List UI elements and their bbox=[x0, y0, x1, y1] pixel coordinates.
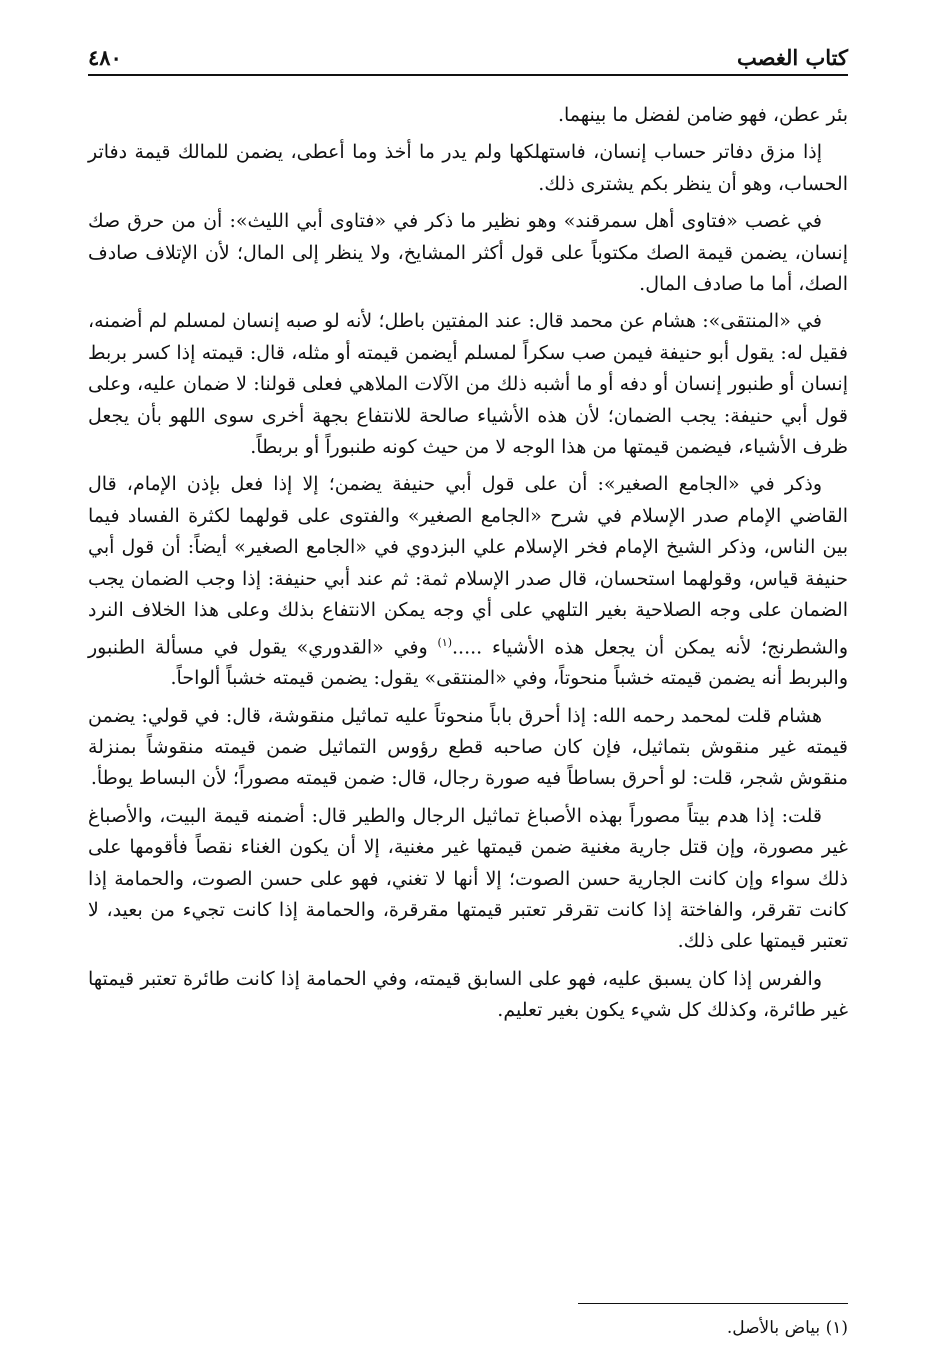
book-title: كتاب الغصب bbox=[736, 45, 848, 70]
footnote-text: بياض بالأصل. bbox=[726, 1318, 821, 1338]
paragraph-text: وفي «القدوري» يقول في مسألة الطنبور والبربط أنه يضمن قيمته خشباً منحوتاً، وفي «المنتقى» يقول: يضمن قيمته خشباً ألواحاً. bbox=[88, 635, 848, 690]
page-header bbox=[88, 38, 848, 76]
paragraph: هشام قلت لمحمد رحمه الله: إذا أحرق باباً منحوتاً عليه تماثيل منقوشة، قال: في قولي: يضمن قيمته غير منقوش بتماثيل، فإن كان صاحبه قطع رؤوس التماثيل ضمن قيمته منقوشاً بمنزلة منقوش شجر، قلت: لو أحرق بساطاً فيه صورة رجال، قال: ضمن قيمته مصوراً؛ لأن البساط يوطأ. bbox=[88, 704, 848, 790]
footnote-marker: (١) bbox=[825, 1318, 848, 1338]
page-number: ٤٨٠ bbox=[88, 45, 122, 70]
paragraph: إذا مزق دفاتر حساب إنسان، فاستهلكها ولم يدر ما أخذ وما أعطى، يضمن للمالك قيمة دفاتر الحساب، وهو أن ينظر بكم يشترى ذلك. bbox=[88, 141, 848, 195]
paragraph-with-footnote bbox=[88, 469, 848, 694]
paragraph: في «المنتقى»: هشام عن محمد قال: عند المفتين باطل؛ لأنه لو صبه إنسان لمسلم لم أضمنه، فقيل له: يقول أبو حنيفة فيمن صب سكراً لمسلم أيضمن قيمته أو مثله، قال: قيمته إذا كسر بربط إنسان أو طنبور إنسان أو دفه أو ما أشبه ذلك من الآلات الملاهي فعلى قولنا: لا ضمان عليه، وعلى قول أبي حنيفة: يجب الضمان؛ لأن هذه الأشياء صالحة للانتفاع بجهة أخرى سوى اللهو بأن يجعل ظرف الأشياء، فيضمن قيمتها من هذا الوجه لا من حيث كونه طنبوراً أو بربطاً. bbox=[88, 310, 848, 459]
paragraph-text: وذكر في «الجامع الصغير»: أن على قول أبي حنيفة يضمن؛ إلا إذا فعل بإذن الإمام، قال القاضي الإمام صدر الإسلام في شرح «الجامع الصغير» والفتوى على قولهما لكثرة الفساد فيما بين الناس، وذكر الشيخ الإمام فخر الإسلام علي البزدوي في «الجامع الصغير» أيضاً: أن قول أبي حنيفة قياس، وقولهما استحسان، قال صدر الإسلام ثمة: ثم عند أبي حنيفة: إذا وجب الضمان يجب الضمان على وجه الصلاحية بغير التلهي على أي وجه يمكن الانتفاع بذلك وعلى هذا الخلاف النرد والشطرنج؛ لأنه يمكن أن يجعل هذه الأشياء ..... bbox=[88, 473, 849, 658]
footnote-separator bbox=[578, 1303, 848, 1304]
paragraph: بئر عطن، فهو ضامن لفضل ما بينهما. bbox=[557, 104, 848, 126]
paragraph: في غصب «فتاوى أهل سمرقند» وهو نظير ما ذكر في «فتاوى أبي الليث»: أن من حرق صك إنسان، يضمن قيمة الصك مكتوباً على قول أكثر المشايخ، ولا ينظر إلى المال؛ لأن الإتلاف صادف الصك، أما ما صادف المال. bbox=[88, 210, 848, 296]
main-text bbox=[88, 100, 848, 1033]
paragraph: قلت: إذا هدم بيتاً مصوراً بهذه الأصباغ تماثيل الرجال والطير قال: أضمنه قيمة البيت، والأصباغ غير مصورة، وإن قتل جارية مغنية ضمن قيمتها غير مغنية، إلا أن يكون الغناء نقصاً فأقومها على ذلك سواء وإن كانت الجارية حسن الصوت؛ إلا أنها لا تغني، فهو على حسن الصوت، والحمامة إذا كانت تقرقر، والفاختة إذا كانت تقرقر تعتبر قيمتها مقرقرة، والحمامة إذا كانت تجيء من بعيد، لا تعتبر قيمتها على ذلك. bbox=[88, 804, 848, 953]
paragraph: والفرس إذا كان يسبق عليه، فهو على السابق قيمته، وفي الحمامة إذا كانت طائرة تعتبر قيمتها غير طائرة، وكذلك كل شيء يكون بغير تعليم. bbox=[88, 967, 848, 1022]
footnote bbox=[88, 1316, 848, 1340]
footnote-reference: (١) bbox=[437, 635, 453, 649]
